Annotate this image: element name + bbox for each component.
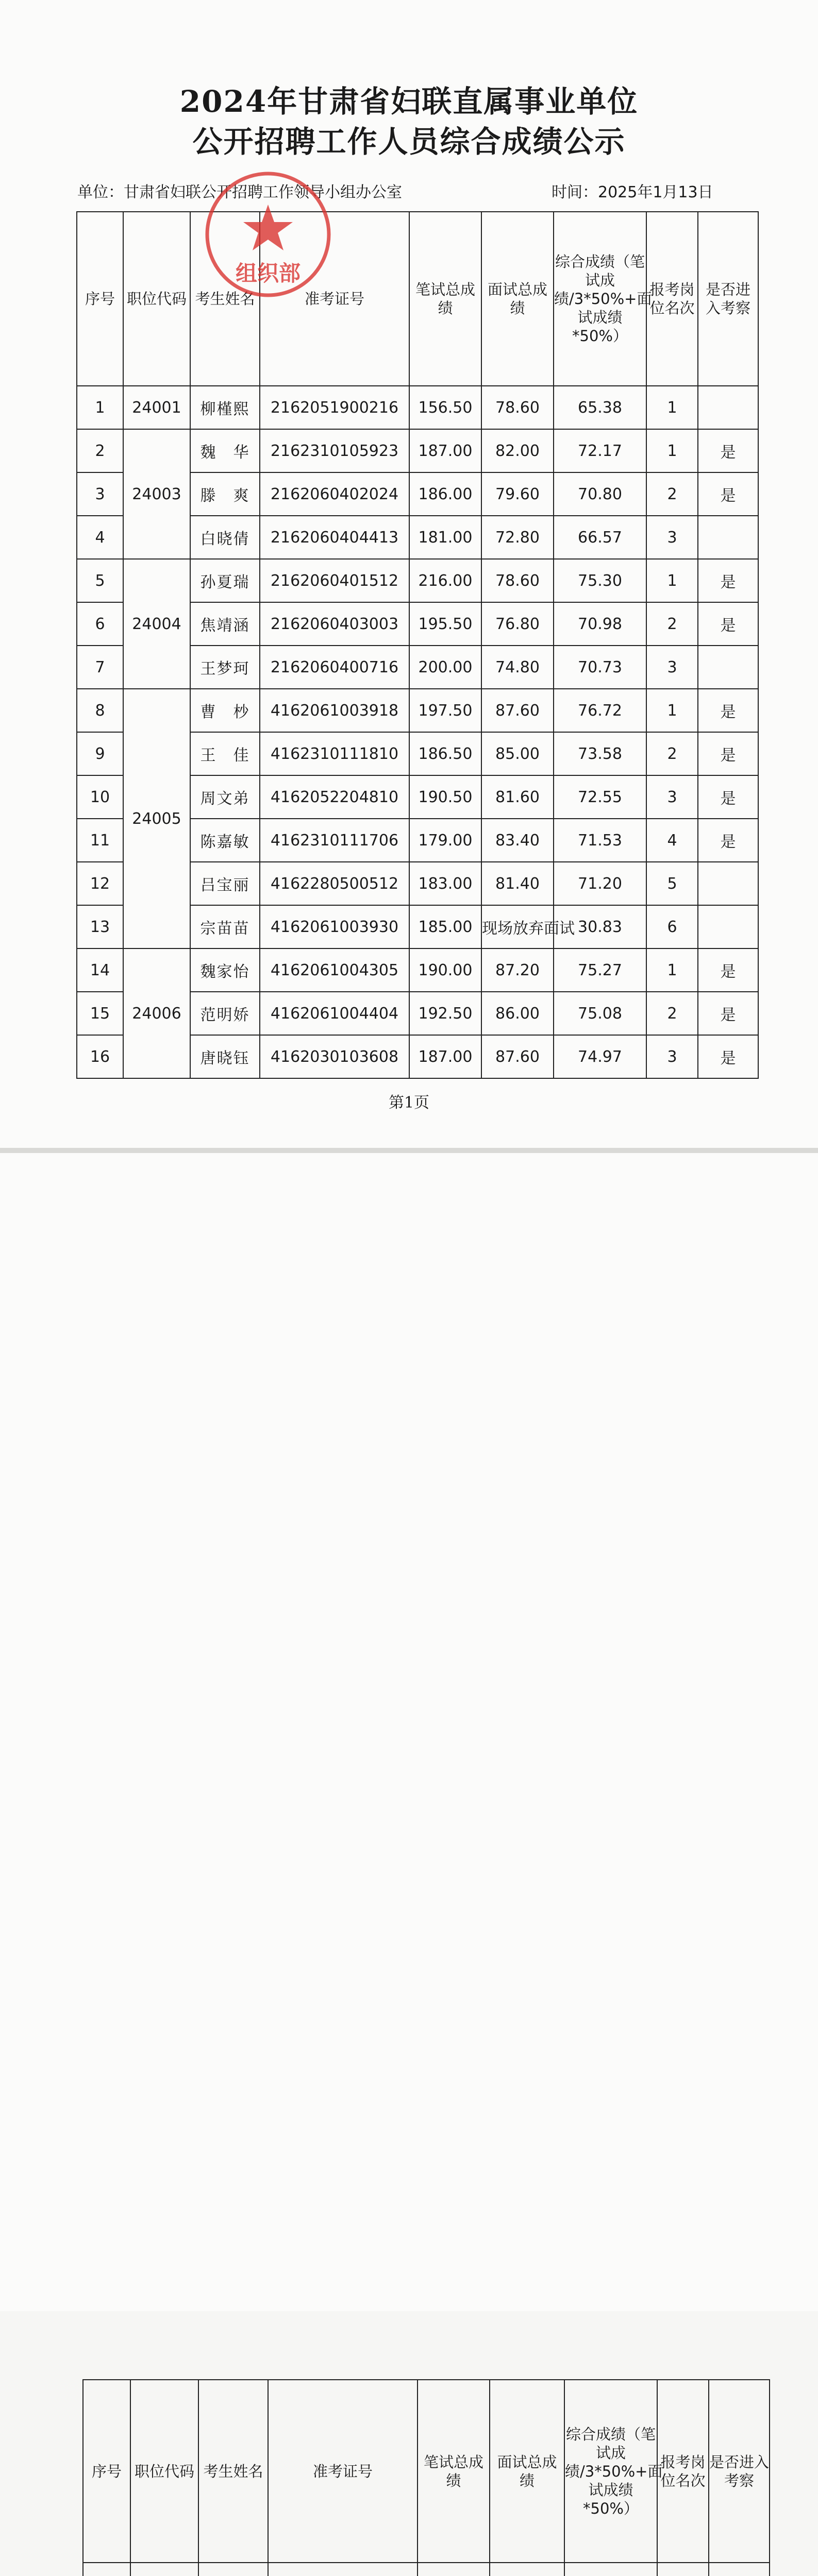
cell-name: 孙夏瑞 [190, 559, 260, 602]
cell-name: 吕宝丽 [190, 862, 260, 905]
cell-name: 柳槿熙 [190, 386, 260, 429]
cell-inspect: 是 [698, 472, 758, 516]
cell-ticket: 4162061003918 [260, 689, 409, 732]
cell-code [130, 2563, 198, 2576]
cell-name: 唐晓钰 [190, 1035, 260, 1078]
cell-rank: 2 [646, 472, 698, 516]
cell-interview: 82.00 [481, 429, 554, 472]
cell-name [198, 2563, 268, 2576]
cell-composite: 73.58 [554, 732, 646, 775]
cell-composite: 65.38 [554, 386, 646, 429]
document-title-line2: 公开招聘工作人员综合成绩公示 [192, 124, 626, 159]
cell-composite: 75.30 [554, 559, 646, 602]
table-row [83, 2563, 770, 2576]
cell-ticket: 2162051900216 [260, 386, 409, 429]
cell-inspect: 是 [698, 602, 758, 646]
cell-rank: 2 [646, 992, 698, 1035]
document-title-line1: 2024年甘肃省妇联直属事业单位 [179, 84, 639, 119]
cell-rank: 1 [646, 429, 698, 472]
cell-composite: 75.27 [554, 948, 646, 992]
cell-inspect: 是 [698, 775, 758, 819]
issue-date: 时间：2025年1月13日 [552, 183, 713, 201]
cell-inspect: 是 [698, 732, 758, 775]
cell-seq [83, 2563, 130, 2576]
cell-rank: 5 [646, 862, 698, 905]
cell-name: 焦靖涵 [190, 602, 260, 646]
cell-ticket [268, 2563, 418, 2576]
cell-interview: 72.80 [481, 516, 554, 559]
cell-rank [657, 2563, 709, 2576]
cell-seq: 1 [77, 386, 123, 429]
cell-written: 186.00 [409, 472, 481, 516]
cell-interview: 78.60 [481, 559, 554, 602]
cell-composite [564, 2563, 657, 2576]
cell-rank: 3 [646, 516, 698, 559]
cell-interview: 85.00 [481, 732, 554, 775]
cell-written: 190.50 [409, 775, 481, 819]
cell-composite: 74.97 [554, 1035, 646, 1078]
table-row [77, 689, 758, 732]
cell-composite: 76.72 [554, 689, 646, 732]
header-composite: 综合成绩（笔试成绩/3*50%+面试成绩*50%） [554, 212, 646, 386]
table-header-row [77, 212, 758, 386]
cell-code: 24001 [123, 386, 190, 429]
cell-interview: 87.60 [481, 1035, 554, 1078]
cell-rank: 3 [646, 646, 698, 689]
cell-name: 曹 杪 [190, 689, 260, 732]
header-written: 笔试总成绩 [409, 212, 481, 386]
cell-written: 185.00 [409, 905, 481, 948]
header-interview: 面试总成绩 [490, 2380, 564, 2563]
table-row [77, 559, 758, 602]
cell-name: 范明娇 [190, 992, 260, 1035]
cell-written: 183.00 [409, 862, 481, 905]
cell-ticket: 4162061004404 [260, 992, 409, 1035]
header-rank: 报考岗位名次 [646, 212, 698, 386]
cell-composite: 71.53 [554, 819, 646, 862]
cell-seq: 9 [77, 732, 123, 775]
seal-dept-text: 组织部 [235, 261, 301, 286]
cell-inspect: 是 [698, 1035, 758, 1078]
cell-inspect: 是 [698, 559, 758, 602]
cell-written: 190.00 [409, 948, 481, 992]
cell-interview: 78.60 [481, 386, 554, 429]
cell-name: 王 佳 [190, 732, 260, 775]
cell-inspect: 是 [698, 992, 758, 1035]
cell-interview: 87.60 [481, 689, 554, 732]
header-seq: 序号 [77, 212, 123, 386]
score-table-page2 [82, 2379, 770, 2576]
cell-ticket: 2162060403003 [260, 602, 409, 646]
cell-ticket: 2162060402024 [260, 472, 409, 516]
cell-seq: 5 [77, 559, 123, 602]
issuing-unit: 单位：甘肃省妇联公开招聘工作领导小组办公室 [77, 183, 402, 201]
cell-composite: 70.73 [554, 646, 646, 689]
table-row [77, 386, 758, 429]
cell-inspect: 是 [698, 429, 758, 472]
header-inspect: 是否进入考察 [698, 212, 758, 386]
cell-written: 216.00 [409, 559, 481, 602]
cell-written: 200.00 [409, 646, 481, 689]
cell-ticket: 4162061004305 [260, 948, 409, 992]
cell-code: 24006 [123, 948, 190, 1078]
table-row [77, 948, 758, 992]
header-name: 考生姓名 [190, 212, 260, 386]
cell-ticket: 4162061003930 [260, 905, 409, 948]
cell-rank: 1 [646, 948, 698, 992]
cell-inspect: 是 [698, 948, 758, 992]
table-row [77, 429, 758, 472]
cell-inspect [698, 905, 758, 948]
cell-written [418, 2563, 490, 2576]
cell-seq: 4 [77, 516, 123, 559]
cell-name: 周文弟 [190, 775, 260, 819]
cell-ticket: 2162310105923 [260, 429, 409, 472]
cell-rank: 3 [646, 775, 698, 819]
cell-rank: 4 [646, 819, 698, 862]
cell-seq: 8 [77, 689, 123, 732]
cell-written: 195.50 [409, 602, 481, 646]
cell-composite: 75.08 [554, 992, 646, 1035]
cell-name: 魏 华 [190, 429, 260, 472]
cell-interview [490, 2563, 564, 2576]
cell-interview: 81.40 [481, 862, 554, 905]
cell-written: 181.00 [409, 516, 481, 559]
score-table-page1 [76, 211, 759, 1079]
cell-ticket: 2162060404413 [260, 516, 409, 559]
cell-rank: 1 [646, 386, 698, 429]
cell-inspect [698, 862, 758, 905]
cell-written: 187.00 [409, 1035, 481, 1078]
cell-composite: 72.17 [554, 429, 646, 472]
cell-written: 192.50 [409, 992, 481, 1035]
cell-code: 24004 [123, 559, 190, 689]
cell-name: 滕 爽 [190, 472, 260, 516]
table-header-row [83, 2380, 770, 2563]
header-rank: 报考岗位名次 [657, 2380, 709, 2563]
cell-interview: 81.60 [481, 775, 554, 819]
cell-ticket: 4162310111706 [260, 819, 409, 862]
cell-seq: 16 [77, 1035, 123, 1078]
cell-seq: 13 [77, 905, 123, 948]
cell-composite: 72.55 [554, 775, 646, 819]
header-ticket: 准考证号 [260, 212, 409, 386]
page-number-1: 第1页 [388, 1094, 430, 1112]
cell-written: 156.50 [409, 386, 481, 429]
cell-name: 陈嘉敏 [190, 819, 260, 862]
cell-inspect [698, 646, 758, 689]
cell-seq: 7 [77, 646, 123, 689]
cell-inspect: 是 [698, 689, 758, 732]
cell-written: 186.50 [409, 732, 481, 775]
cell-ticket: 2162060400716 [260, 646, 409, 689]
cell-rank: 1 [646, 689, 698, 732]
cell-rank: 2 [646, 732, 698, 775]
cell-name: 宗苗苗 [190, 905, 260, 948]
cell-inspect [698, 386, 758, 429]
header-name: 考生姓名 [198, 2380, 268, 2563]
cell-inspect: 是 [698, 819, 758, 862]
cell-code: 24005 [123, 689, 190, 948]
header-ticket: 准考证号 [268, 2380, 418, 2563]
cell-ticket: 4162280500512 [260, 862, 409, 905]
cell-inspect [709, 2563, 770, 2576]
header-seq: 序号 [83, 2380, 130, 2563]
cell-interview: 86.00 [481, 992, 554, 1035]
cell-written: 197.50 [409, 689, 481, 732]
cell-rank: 2 [646, 602, 698, 646]
cell-composite: 30.83 [554, 905, 646, 948]
cell-ticket: 4162310111810 [260, 732, 409, 775]
cell-composite: 70.98 [554, 602, 646, 646]
header-code: 职位代码 [130, 2380, 198, 2563]
cell-seq: 3 [77, 472, 123, 516]
official-seal [191, 167, 345, 301]
cell-seq: 15 [77, 992, 123, 1035]
cell-composite: 71.20 [554, 862, 646, 905]
cell-rank: 3 [646, 1035, 698, 1078]
cell-name: 白晓倩 [190, 516, 260, 559]
header-inspect: 是否进入考察 [709, 2380, 770, 2563]
cell-name: 王梦珂 [190, 646, 260, 689]
cell-rank: 1 [646, 559, 698, 602]
cell-ticket: 4162052204810 [260, 775, 409, 819]
cell-interview: 83.40 [481, 819, 554, 862]
cell-seq: 6 [77, 602, 123, 646]
header-composite: 综合成绩（笔试成绩/3*50%+面试成绩*50%） [564, 2380, 657, 2563]
cell-composite: 66.57 [554, 516, 646, 559]
header-interview: 面试总成绩 [481, 212, 554, 386]
cell-seq: 2 [77, 429, 123, 472]
cell-interview: 76.80 [481, 602, 554, 646]
cell-name: 魏家怡 [190, 948, 260, 992]
cell-ticket: 4162030103608 [260, 1035, 409, 1078]
page-1 [0, 0, 818, 1149]
page-2 [0, 1153, 818, 2517]
cell-interview: 现场放弃面试 [481, 905, 554, 948]
cell-ticket: 2162060401512 [260, 559, 409, 602]
cell-rank: 6 [646, 905, 698, 948]
cell-seq: 11 [77, 819, 123, 862]
cell-interview: 74.80 [481, 646, 554, 689]
cell-seq: 14 [77, 948, 123, 992]
cell-seq: 12 [77, 862, 123, 905]
cell-interview: 79.60 [481, 472, 554, 516]
cell-seq: 10 [77, 775, 123, 819]
cell-written: 179.00 [409, 819, 481, 862]
header-written: 笔试总成绩 [418, 2380, 490, 2563]
cell-written: 187.00 [409, 429, 481, 472]
cell-composite: 70.80 [554, 472, 646, 516]
cell-interview: 87.20 [481, 948, 554, 992]
header-code: 职位代码 [123, 212, 190, 386]
cell-code: 24003 [123, 429, 190, 559]
cell-inspect [698, 516, 758, 559]
